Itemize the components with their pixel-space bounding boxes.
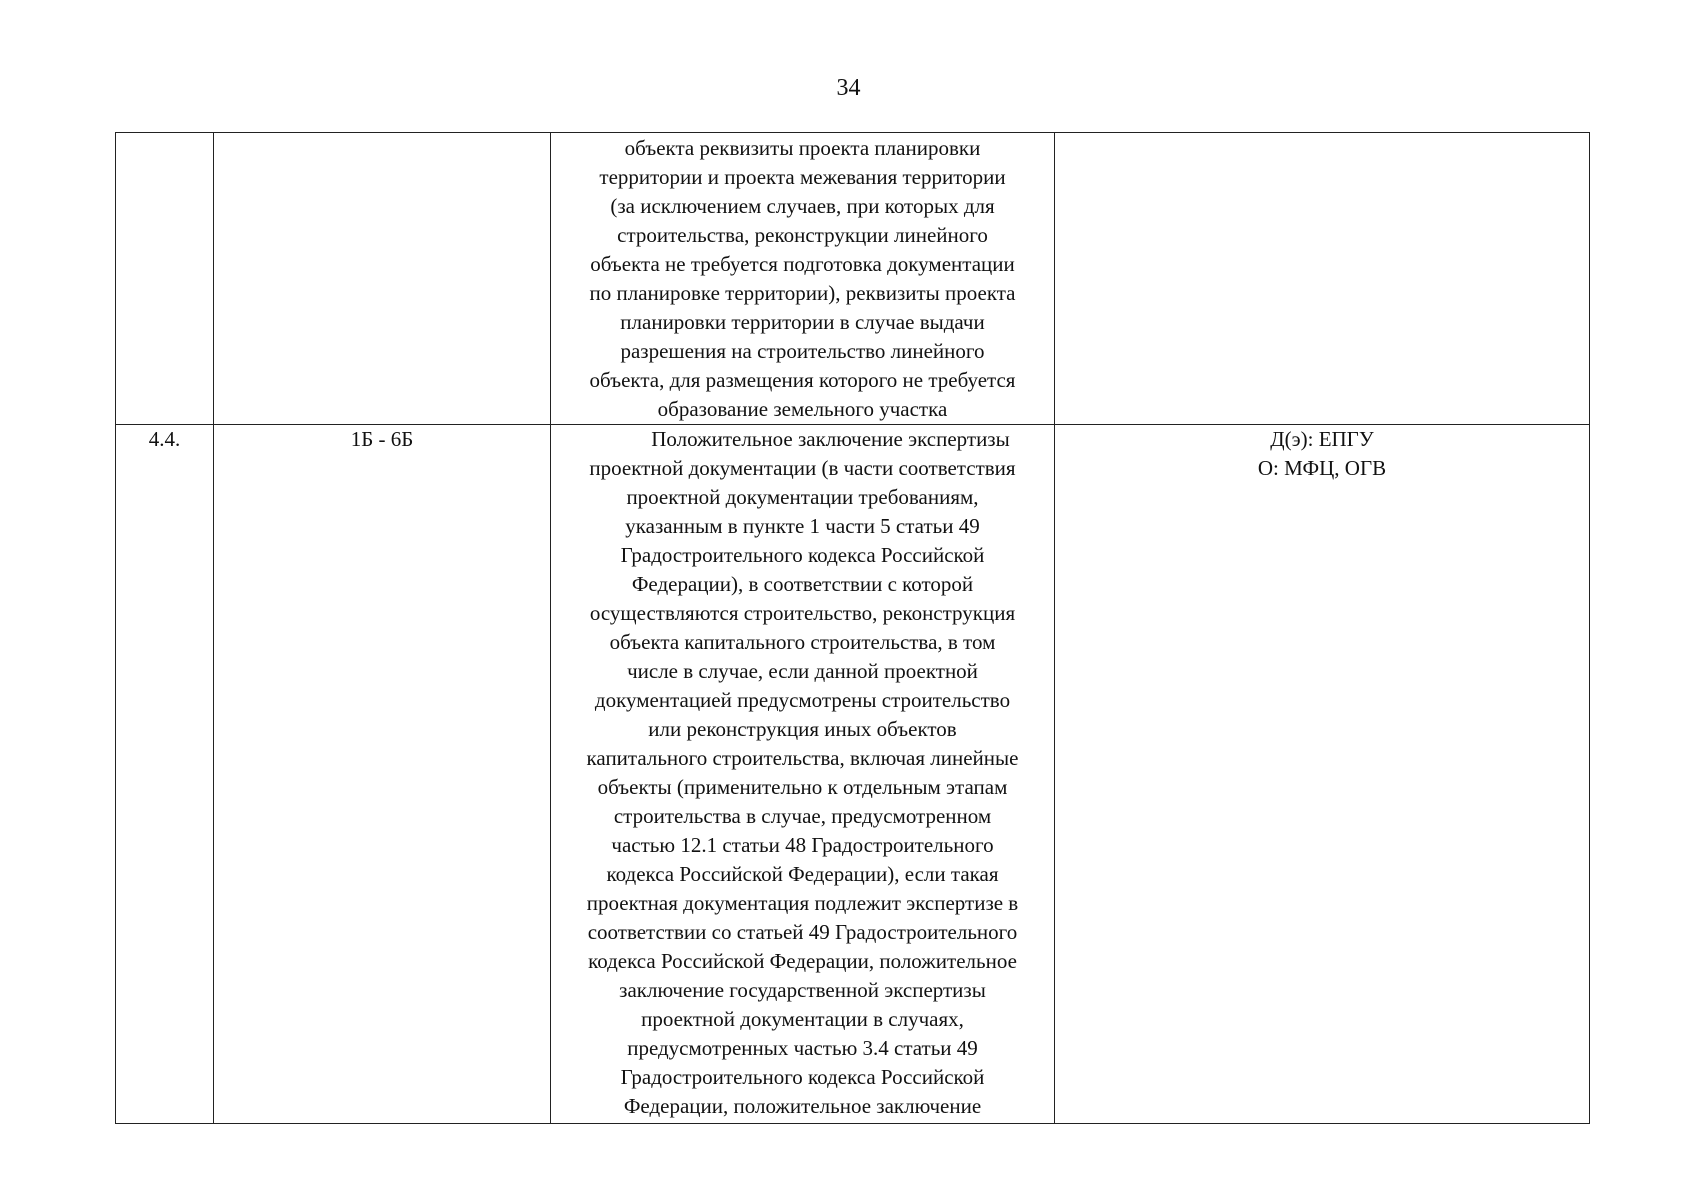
description-line: по планировке территории), реквизиты проекта [589, 281, 1016, 305]
description-line: планировки территории в случае выдачи [620, 310, 985, 334]
source-cell [1055, 133, 1590, 425]
description-line: кодекса Российской Федерации), если такая [606, 862, 999, 886]
source-line-original: О: МФЦ, ОГВ [1257, 456, 1387, 480]
stages-cell: 1Б - 6Б [214, 425, 551, 1124]
table-row [116, 133, 1590, 425]
description-line: строительства, реконструкции линейного [617, 223, 988, 247]
description-line: соответствии со статьей 49 Градостроительного [587, 920, 1018, 944]
description-line: Градостроительного кодекса Российской [620, 543, 985, 567]
description-line: строительства в случае, предусмотренном [613, 804, 992, 828]
stages-cell [214, 133, 551, 425]
description-line: (за исключением случаев, при которых для [610, 194, 995, 218]
requirements-table [115, 132, 1590, 1124]
description-line: заключение государственной экспертизы [619, 978, 986, 1002]
description-line: или реконструкция иных объектов [648, 717, 957, 741]
description-line: образование земельного участка [657, 397, 948, 421]
description-line: объекты (применительно к отдельным этапам [597, 775, 1008, 799]
row-number-cell: 4.4. [116, 425, 214, 1124]
description-line: документацией предусмотрены строительство [594, 688, 1011, 712]
description-line: Федерации, положительное заключение [623, 1094, 982, 1118]
table-row [116, 425, 1590, 1124]
description-line: проектной документации в случаях, [641, 1007, 964, 1031]
description-line: объекта капитального строительства, в том [609, 630, 996, 654]
description-line: Градостроительного кодекса Российской [620, 1065, 985, 1089]
source-cell [1055, 425, 1590, 1124]
description-line: объекта не требуется подготовка документации [590, 252, 1015, 276]
description-line: осуществляются строительство, реконструкция [589, 601, 1016, 625]
row-number-cell [116, 133, 214, 425]
page-number: 34 [836, 75, 861, 101]
description-line: разрешения на строительство линейного [620, 339, 985, 363]
description-line: предусмотренных частью 3.4 статьи 49 [627, 1036, 978, 1060]
document-description-cell [551, 133, 1055, 425]
description-line: объекта реквизиты проекта планировки [624, 136, 981, 160]
description-line: капитального строительства, включая линейные [586, 746, 1019, 770]
description-line: Положительное заключение экспертизы [651, 427, 1010, 451]
source-line-electronic: Д(э): ЕПГУ [1270, 427, 1374, 451]
description-line: кодекса Российской Федерации, положительное [588, 949, 1017, 973]
description-line: проектная документация подлежит экспертизе в [586, 891, 1019, 915]
description-line: проектной документации требованиям, [626, 485, 979, 509]
description-line: объекта, для размещения которого не требуется [589, 368, 1016, 392]
description-line: территории и проекта межевания территории [599, 165, 1006, 189]
document-description-cell [551, 425, 1055, 1124]
description-line: указанным в пункте 1 части 5 статьи 49 [625, 514, 980, 538]
description-line: частью 12.1 статьи 48 Градостроительного [611, 833, 994, 857]
description-line: Федерации), в соответствии с которой [631, 572, 974, 596]
description-line: числе в случае, если данной проектной [627, 659, 978, 683]
description-line: проектной документации (в части соответствия [589, 456, 1016, 480]
